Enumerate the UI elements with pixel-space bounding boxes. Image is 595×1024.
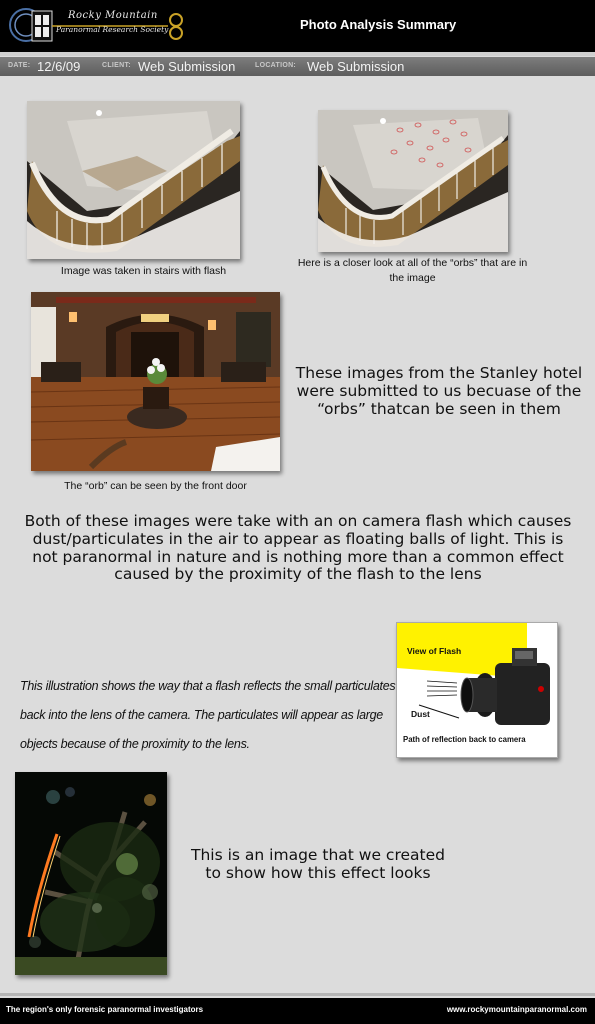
date-label: DATE: [8,62,31,69]
meta-bar [0,57,595,76]
location-label: LOCATION: [255,62,297,69]
illustration-text: This illustration shows the way that a flash reflects the small particulates back into the lens of the camera. The particulates will appear as large objects because of the proximity to the lens. [20,679,396,751]
logo-text-line2: Paranormal Research Society [56,25,169,34]
footer-tagline: The region's only forensic paranormal investigators [6,1005,204,1014]
header-divider [0,52,595,56]
stairs-photo [27,101,240,259]
created-orb-photo [15,772,167,975]
page-title: Photo Analysis Summary [300,17,457,32]
flash-diagram [396,622,558,758]
client-value: Web Submission [138,59,236,74]
logo-text-line1: Rocky Mountain [68,10,158,21]
closer-look-photo [318,110,508,252]
website-link[interactable]: www.rockymountainparanormal.com [446,1005,587,1014]
footer-divider [0,993,595,996]
lobby-photo [31,292,280,471]
location-value: Web Submission [307,59,405,74]
logo[interactable] [8,6,193,46]
stanley-hotel-text: These images from the Stanley hotel were submitted to us becuase of the “orbs” thatcan be seen in them [295,364,583,418]
client-label: CLIENT: [102,62,131,69]
view-of-flash-label: View of Flash [407,646,462,656]
created-image-text: This is an image that we created to show how this effect looks [191,846,445,882]
lobby-caption: The “orb” can be seen by the front door [64,480,247,492]
header-bar [0,0,595,52]
date-value: 12/6/09 [37,59,81,74]
flash-explanation-text: Both of these images were take with an on camera flash which causes dust/particulates in the air to appear as floating balls of light. This is not paranormal in nature and is nothing more than a common effect caused by the proximity of the flash to the lens [24,512,572,584]
stairs-caption: Image was taken in stairs with flash [60,265,227,277]
footer-bar [0,998,595,1024]
reflection-path-label: Path of reflection back to camera [403,735,526,744]
closer-look-caption: Here is a closer look at all of the “orbs” that are in the image [297,257,528,284]
dust-label: Dust [411,709,430,719]
